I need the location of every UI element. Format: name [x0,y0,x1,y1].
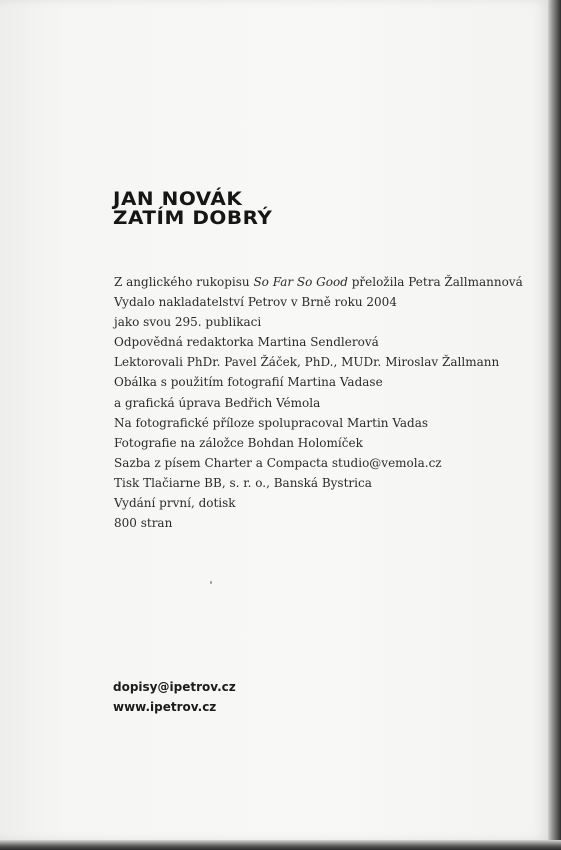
book-title: ZATÍM DOBRÝ [113,207,273,229]
page-edge-shadow-bottom [0,840,561,850]
publisher-contacts [113,677,236,717]
imprint-line: a grafická úprava Bedřich Vémola [114,395,321,410]
paper-speck [210,581,212,584]
imprint-line: Vydání první, dotisk [114,496,236,511]
imprint-line: Tisk Tlačiarne BB, s. r. o., Banská Bystrica [114,475,372,490]
imprint-line: Sazba z písem Charter a Compacta studio@vemola.cz [114,455,442,470]
imprint-line: jako svou 295. publikaci [114,315,262,330]
imprint-line: Na fotografické příloze spolupracoval Martin Vadas [114,415,429,430]
page-edge-shadow-right [548,0,561,850]
original-title: So Far So Good [253,275,348,289]
imprint-line: Fotografie na záložce Bohdan Holomíček [114,435,363,450]
publisher-website: www.ipetrov.cz [113,700,217,714]
imprint-line: Lektorovali PhDr. Pavel Žáček, PhD., MUDr. Miroslav Žallmann [114,355,500,370]
imprint-line: Obálka s použitím fotografií Martina Vadase [114,375,383,390]
book-title-block [113,190,272,228]
imprint-line-translation [114,272,523,292]
publisher-email: dopisy@ipetrov.cz [113,680,236,694]
author-name: JAN NOVÁK [113,188,243,210]
imprint-line: 800 stran [114,516,173,531]
imprint-translation-suffix: přeložila Petra Žallmannová [347,275,523,289]
imprint-block [114,272,523,533]
imprint-translation-prefix: Z anglického rukopisu [114,275,254,289]
imprint-line: Vydalo nakladatelství Petrov v Brně roku 2004 [114,295,397,310]
imprint-line: Odpovědná redaktorka Martina Sendlerová [114,335,379,350]
